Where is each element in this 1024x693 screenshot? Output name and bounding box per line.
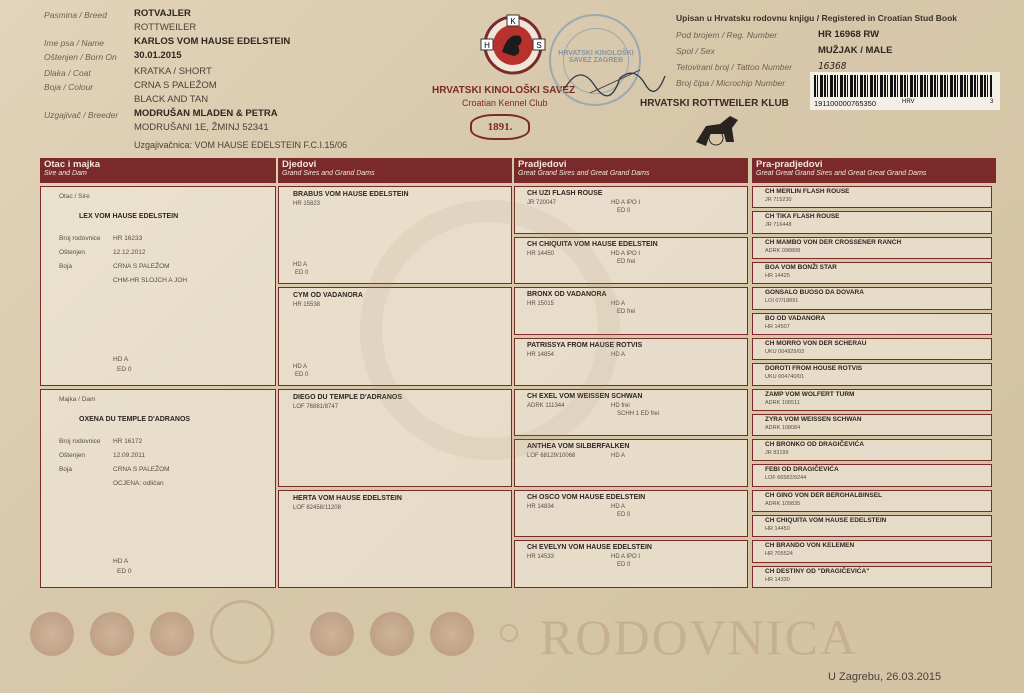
registration-field-value: 16368 <box>818 61 847 72</box>
great-great-grandparent-name: CH BRONKO OD DRAGIČEVIĆA <box>765 441 864 449</box>
great-great-grandparent-reg: JR 716448 <box>765 222 792 229</box>
great-great-grandparent-name: ZAMP VOM WOLFERT TURM <box>765 390 855 398</box>
great-grandparent-name: BRONX OD VADANORA <box>527 291 607 299</box>
great-grandparent-box <box>514 490 748 538</box>
microchip-number: 191100000765350 <box>814 99 877 108</box>
header-field-value: 30.01.2015 <box>134 50 182 61</box>
great-great-grandparent-reg: ADRK 106511 <box>765 399 800 406</box>
club-subtitle: Croatian Kennel Club <box>462 98 548 108</box>
club-logo <box>478 12 548 82</box>
column-subtitle: Great Great Grand Sires and Great Great Grand Dams <box>756 170 927 177</box>
column-title: Otac i majka <box>44 159 100 170</box>
registration-field-value: MUŽJAK / MALE <box>818 45 893 56</box>
header-field-label: Pasmina / Breed <box>44 10 107 20</box>
born-value: 12.12.2012 <box>113 249 146 256</box>
great-great-grandparent-box <box>752 363 992 385</box>
medal-icon <box>370 612 414 656</box>
grandparent-reg: LOF 76881/8747 <box>293 403 339 410</box>
column-header <box>40 158 276 183</box>
medal-icon <box>310 612 354 656</box>
great-great-grandparent-name: GONSALO BUOSO DA DOVARA <box>765 289 864 297</box>
hd-result: HD A <box>113 355 129 363</box>
grandparent-name: CYM OD VADANORA <box>293 292 363 300</box>
great-great-grandparent-box <box>752 237 992 259</box>
grandparent-reg: HR 15538 <box>293 302 321 309</box>
reg-value: HR 16172 <box>113 437 143 445</box>
great-great-grandparent-name: FEBI OD DRAGIČEVIĆA <box>765 466 839 474</box>
fci-logo-icon <box>210 600 274 664</box>
great-great-grandparent-box <box>752 515 992 537</box>
great-grandparent-box <box>514 186 748 234</box>
great-great-grandparent-name: CH MORRO VON DER SCHERAU <box>765 339 867 347</box>
grandparent-box <box>278 490 512 588</box>
header-field-value: ROTTWEILER <box>134 22 197 33</box>
club-year-banner <box>470 114 530 140</box>
microchip-barcode <box>810 72 1000 110</box>
medal-icon <box>150 612 194 656</box>
colour-value: CRNA S PALEŽOM <box>113 465 170 473</box>
registration-field-value: HR 16968 RW <box>818 29 880 40</box>
health-result-2: ED 0 <box>617 511 631 518</box>
great-great-grandparent-reg: HR 705524 <box>765 551 793 558</box>
medal-icon <box>430 612 474 656</box>
health-result: HD A IPO I <box>611 200 641 206</box>
ed-result: ED 0 <box>117 568 132 575</box>
great-great-grandparent-name: CH TIKA FLASH ROUSE <box>765 213 840 221</box>
hd-result: HD A <box>293 262 308 269</box>
reg-value: HR 16233 <box>113 235 143 242</box>
great-great-grandparent-box <box>752 464 992 486</box>
great-great-grandparent-name: DOROTI FROM HOUSE ROTVIS <box>765 365 863 373</box>
great-great-grandparent-name: BO OD VADANORA <box>765 314 826 322</box>
parent-name: OXENA DU TEMPLE D'ADRANOS <box>79 415 191 423</box>
column-title: Djedovi <box>282 159 317 170</box>
colour-label: Boja <box>59 465 73 473</box>
great-grandparent-box <box>514 540 748 588</box>
born-value: 12.09.2011 <box>113 451 146 459</box>
header-field-value: KARLOS VOM HAUSE EDELSTEIN <box>134 36 291 47</box>
svg-text:S: S <box>536 41 542 50</box>
registration-field-label: Pod brojem / Reg. Number <box>676 30 778 40</box>
header-field-label: Oštenjen / Born On <box>44 52 117 62</box>
health-result-2: ED frei <box>617 309 636 316</box>
great-grandparent-box <box>514 287 748 335</box>
great-grandparent-box <box>514 237 748 285</box>
great-great-grandparent-reg: UKU 004740/01 <box>765 374 805 381</box>
great-grandparent-name: CH EXEL VOM WEISSEN SCHWAN <box>527 392 643 400</box>
ed-result: ED 0 <box>295 371 309 378</box>
health-result: HD A <box>611 351 626 358</box>
great-great-grandparent-box <box>752 490 992 512</box>
great-grandparent-reg: HR 14834 <box>527 503 555 510</box>
great-great-grandparent-box <box>752 287 992 309</box>
registration-field-label: Tetovirani broj / Tattoo Number <box>676 62 793 72</box>
great-grandparent-reg: LOF 68129/10068 <box>527 453 576 460</box>
club-year: 1891. <box>487 121 513 133</box>
great-great-grandparent-reg: LOF 66582/9244 <box>765 475 807 482</box>
medal-icon <box>90 612 134 656</box>
grandparent-box <box>278 389 512 487</box>
header-field-label: Boja / Colour <box>44 82 94 92</box>
ed-result: ED 0 <box>295 270 309 277</box>
great-grandparent-reg: HR 14533 <box>527 554 555 561</box>
header-field-value: ROTVAJLER <box>134 8 191 19</box>
great-great-grandparent-reg: ADRK 098808 <box>765 247 801 254</box>
great-grandparent-box <box>514 338 748 386</box>
registration-field-label: Broj čipa / Microchip Number <box>676 78 786 88</box>
colour-detail: OCJENA: odličan <box>113 479 164 487</box>
great-great-grandparent-box <box>752 540 992 562</box>
parent-role: Majka / Dam <box>59 395 96 403</box>
colour-value: CRNA S PALEŽOM <box>113 263 170 270</box>
column-title: Pra-pradjedovi <box>756 159 823 170</box>
parent-box <box>40 186 276 386</box>
great-grandparent-reg: ADRK 111344 <box>527 402 565 409</box>
great-grandparent-name: CH CHIQUITA VOM HAUSE EDELSTEIN <box>527 240 658 248</box>
born-label: Oštenjen <box>59 451 86 459</box>
great-great-grandparent-name: BOA VOM BONŽI STAR <box>765 263 837 271</box>
grandparent-reg: HR 15823 <box>293 201 321 207</box>
column-subtitle: Great Grand Sires and Great Grand Dams <box>518 170 650 177</box>
colour-label: Boja <box>59 263 73 270</box>
born-label: Oštenjen <box>59 249 86 256</box>
health-result-2: SCHH 1 ED frei <box>617 410 660 417</box>
column-title: Pradjedovi <box>518 159 567 170</box>
header-field-value: MODRUŠAN MLADEN & PETRA <box>134 108 278 119</box>
great-grandparent-name: CH EVELYN VOM HAUSE EDELSTEIN <box>527 544 652 552</box>
great-great-grandparent-reg: UKU 004929/03 <box>765 348 805 355</box>
great-grandparent-name: CH OSCO VOM HAUSE EDELSTEIN <box>527 493 646 501</box>
health-result-2: ED frei <box>617 258 636 265</box>
grandparent-box <box>278 287 512 385</box>
great-grandparent-reg: HR 14450 <box>527 250 555 257</box>
health-result-2: ED 0 <box>617 208 631 214</box>
stamp-text: HRVATSKI KINOLOŠKI SAVEZ ZAGREB <box>558 50 634 64</box>
hd-result: HD A <box>113 558 129 565</box>
great-great-grandparent-reg: JR 83199 <box>765 450 789 457</box>
great-grandparent-reg: JR 720047 <box>527 200 557 206</box>
great-great-grandparent-reg: JR 715230 <box>765 197 792 203</box>
great-great-grandparent-box <box>752 211 992 233</box>
great-great-grandparent-name: ZYRA VOM WEISSEN SCHWAN <box>765 415 862 423</box>
great-great-grandparent-reg: ADRK 108084 <box>765 424 801 431</box>
great-great-grandparent-reg: HR 14450 <box>765 526 790 533</box>
great-great-grandparent-reg: HR 14507 <box>765 323 790 330</box>
svg-text:K: K <box>510 17 516 26</box>
issue-place-date: U Zagrebu, 26.03.2015 <box>828 671 942 683</box>
health-result: HD A IPO I <box>611 554 641 561</box>
great-great-grandparent-box <box>752 566 992 588</box>
header-field-label: Ime psa / Name <box>44 38 104 48</box>
health-result: HD A <box>611 453 626 460</box>
small-emblem-icon <box>500 624 518 642</box>
microchip-country: HRV <box>902 99 915 105</box>
great-grandparent-box <box>514 389 748 437</box>
club-name: HRVATSKI KINOLOŠKI SAVEZ <box>432 85 576 96</box>
great-grandparent-name: PATRISSYA FROM HAUSE ROTVIS <box>527 341 643 349</box>
great-great-grandparent-name: CH MERLIN FLASH ROUSE <box>765 188 850 195</box>
microchip-page: 3 <box>990 99 994 105</box>
column-subtitle: Sire and Dam <box>44 170 87 177</box>
header-field-label: Dlaka / Coat <box>44 68 91 78</box>
footer-title: RODOVNICA <box>540 609 858 665</box>
header-field-value: BLACK AND TAN <box>134 94 209 105</box>
grandparent-name: DIEGO DU TEMPLE D'ADRANOS <box>293 393 403 401</box>
kennel-line: Uzgajivačnica: VOM HAUSE EDELSTEIN F.C.I.15/06 <box>134 140 348 150</box>
parent-name: LEX VOM HAUSE EDELSTEIN <box>79 213 179 220</box>
grandparent-reg: LOF 82458/11208 <box>293 504 341 511</box>
svg-text:H: H <box>484 41 490 50</box>
great-grandparent-reg: HR 14854 <box>527 351 555 358</box>
great-great-grandparent-name: CH MAMBO VON DER CROSSENER RANCH <box>765 238 902 246</box>
great-great-grandparent-reg: HR 14330 <box>765 576 790 583</box>
column-header <box>514 158 748 183</box>
health-result: HD A <box>611 301 626 308</box>
great-great-grandparent-name: CH BRANDO VON KELEMEN <box>765 542 855 550</box>
header-field-value: CRNA S PALEŽOM <box>134 80 217 91</box>
great-great-grandparent-reg: ADRK 109835 <box>765 500 801 507</box>
great-great-grandparent-box <box>752 439 992 461</box>
ed-result: ED 0 <box>117 365 132 373</box>
health-result: HD frei <box>611 402 630 409</box>
health-result-2: ED 0 <box>617 562 631 569</box>
great-grandparent-name: CH UZI FLASH ROUSE <box>527 190 603 197</box>
registration-field-label: Spol / Sex <box>676 46 715 56</box>
column-header <box>752 158 996 183</box>
great-great-grandparent-name: CH CHIQUITA VOM HAUSE EDELSTEIN <box>765 517 887 525</box>
grandparent-name: BRABUS VOM HAUSE EDELSTEIN <box>293 191 409 198</box>
medal-icon <box>30 612 74 656</box>
column-header <box>278 158 512 183</box>
great-great-grandparent-reg: LOI 07/18891 <box>765 298 799 305</box>
great-great-grandparent-name: CH DESTINY OD "DRAGIČEVIĆA" <box>765 567 870 575</box>
great-great-grandparent-box <box>752 338 992 360</box>
reg-label: Broj rodovnice <box>59 235 101 242</box>
column-subtitle: Grand Sires and Grand Dams <box>282 170 375 177</box>
great-great-grandparent-box <box>752 186 992 208</box>
great-great-grandparent-box <box>752 414 992 436</box>
breed-club-stamp <box>688 112 748 154</box>
header-field-value: KRATKA / SHORT <box>134 66 212 77</box>
parent-role: Otac / Sire <box>59 193 90 200</box>
colour-detail: CHM-HR SLOJCH A JOH <box>113 277 188 284</box>
health-result: HD A IPO I <box>611 250 641 257</box>
grandparent-box <box>278 186 512 284</box>
great-great-grandparent-name: CH GINO VON DER BERGHALBINSEL <box>765 491 883 499</box>
health-result: HD A <box>611 503 626 510</box>
breed-club-name: HRVATSKI ROTTWEILER KLUB <box>640 98 789 109</box>
hd-result: HD A <box>293 363 308 370</box>
header-field-label: Uzgajivač / Breeder <box>44 110 119 120</box>
reg-label: Broj rodovnice <box>59 437 101 445</box>
header-field-value: MODRUŠANI 1E, ŽMINJ 52341 <box>134 122 269 133</box>
great-grandparent-name: ANTHEA VOM SILBERFALKEN <box>527 443 630 451</box>
great-great-grandparent-box <box>752 262 992 284</box>
great-great-grandparent-box <box>752 389 992 411</box>
registration-title: Upisan u Hrvatsku rodovnu knjigu / Registered in Croatian Stud Book <box>676 13 958 23</box>
great-grandparent-reg: HR 15015 <box>527 301 555 308</box>
great-great-grandparent-reg: HR 14425 <box>765 272 790 279</box>
grandparent-name: HERTA VOM HAUSE EDELSTEIN <box>293 494 402 502</box>
signature <box>560 58 670 98</box>
great-grandparent-box <box>514 439 748 487</box>
parent-box <box>40 389 276 589</box>
great-great-grandparent-box <box>752 313 992 335</box>
